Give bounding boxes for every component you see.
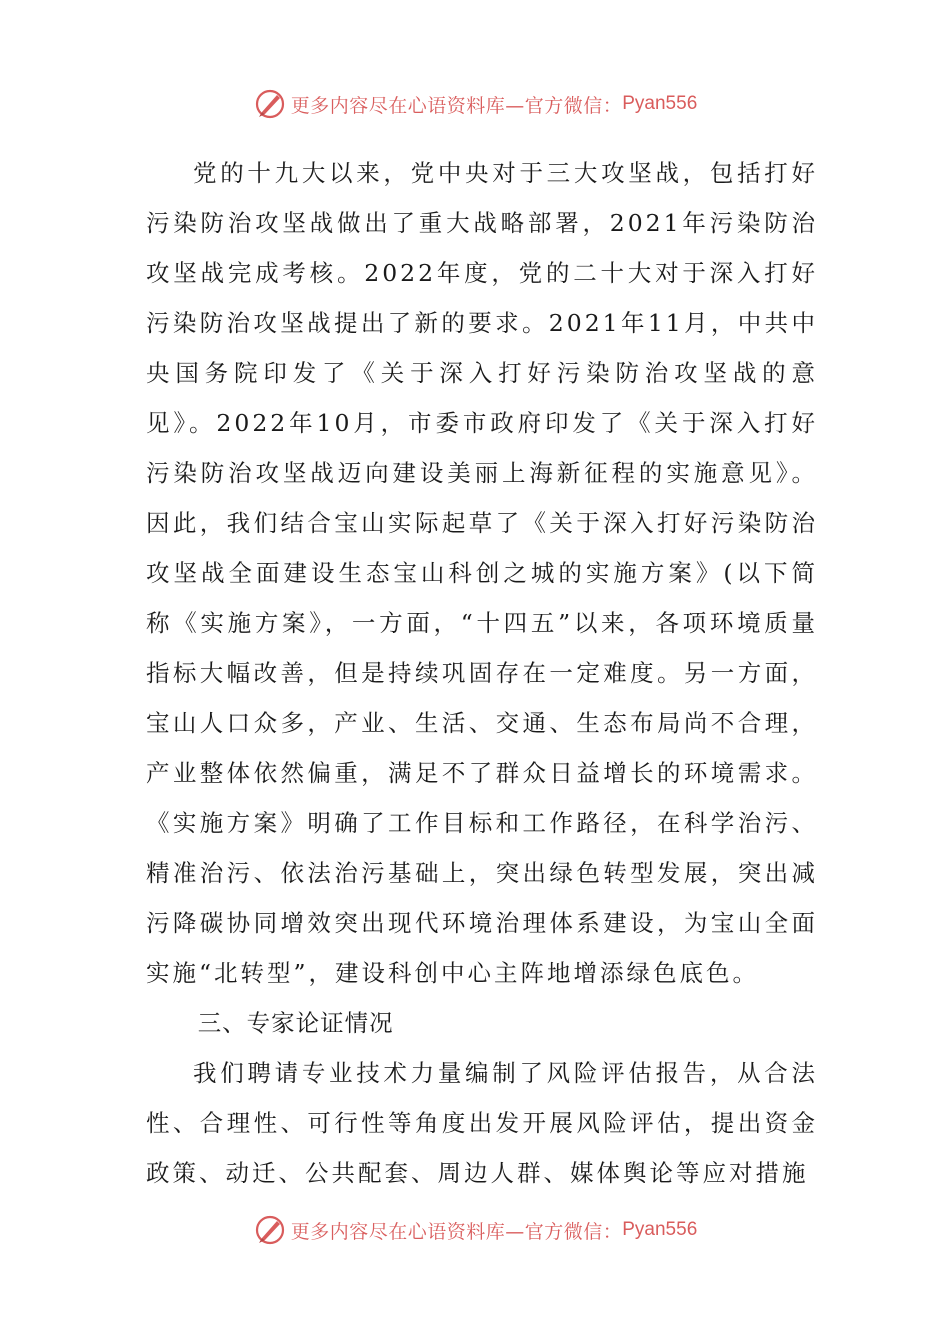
section-heading: 三、专家论证情况 [197, 1009, 394, 1037]
body-paragraph: 我们聘请专业技术力量编制了风险评估报告，从合法性、合理性、可行性等角度出发开展风险评估，提出资金政策、动迁、公共配套、周边人群、媒体舆论等应对措施 [146, 1059, 818, 1187]
watermark-footer [0, 1210, 950, 1250]
quill-logo-icon [253, 1213, 287, 1247]
watermark-header [0, 84, 950, 124]
watermark-wechat-id: Pyan556 [622, 1219, 698, 1240]
watermark-wechat-id: Pyan556 [622, 93, 698, 114]
quill-logo-icon [253, 87, 287, 121]
watermark-text: 更多内容尽在心语资料库—官方微信： [290, 1220, 623, 1243]
watermark-text: 更多内容尽在心语资料库—官方微信： [290, 94, 623, 117]
document-body [146, 148, 818, 1198]
body-paragraph: 党的十九大以来，党中央对于三大攻坚战，包括打好污染防治攻坚战做出了重大战略部署，2021年污染防治攻坚战完成考核。2022年度，党的二十大对于深入打好污染防治攻坚战提出了新的要求。2021年11月，中共中央国务院印发了《关于深入打好污染防治攻坚战的意见》。2022年10月，市委市政府印发了《关于深入打好污染防治攻坚战迈向建设美丽上海新征程的实施意见》。因此，我们结合宝山实际起草了《关于深入打好污染防治攻坚战全面建设生态宝山科创之城的实施方案》(以下简称《实施方案》，一方面，“十四五”以来，各项环境质量指标大幅改善，但是持续巩固存在一定难度。另一方面，宝山人口众多，产业、生活、交通、生态布局尚不合理，产业整体依然偏重，满足不了群众日益增长的环境需求。《实施方案》明确了工作目标和工作路径，在科学治污、精准治污、依法治污基础上，突出绿色转型发展，突出减污降碳协同增效突出现代环境治理体系建设，为宝山全面实施“北转型”，建设科创中心主阵地增添绿色底色。 [146, 159, 818, 987]
